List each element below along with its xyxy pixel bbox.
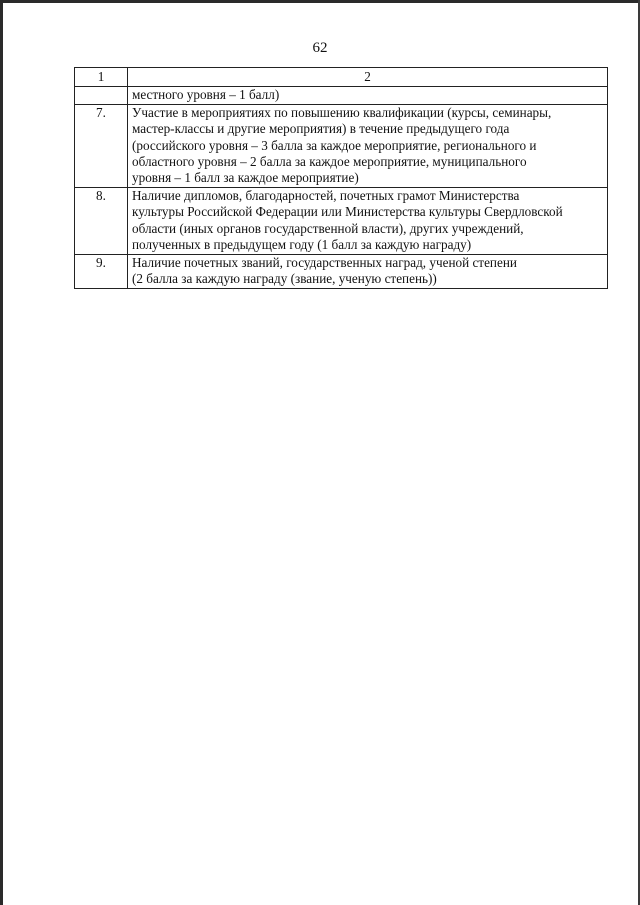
row-number: 7. [75, 105, 128, 188]
table-header-row [75, 68, 608, 87]
text-line: (российского уровня – 3 балла за каждое мероприятие, регионального и [132, 137, 537, 153]
table-row [75, 87, 608, 105]
text-line: Участие в мероприятиях по повышению квалификации (курсы, семинары, [132, 105, 552, 121]
text-line: областного уровня – 2 балла за каждое мероприятие, муниципального [132, 153, 527, 169]
row-text [128, 188, 608, 255]
row-text [128, 87, 608, 105]
row-number: 9. [75, 255, 128, 289]
text-line: области (иных органов государственной власти), других учреждений, [132, 220, 524, 236]
text-line: мастер-классы и другие мероприятия) в течение предыдущего года [132, 121, 510, 137]
row-text [128, 105, 608, 188]
text-line: (2 балла за каждую награду (звание, ученую степень)) [132, 271, 437, 287]
scan-edge-left [0, 0, 3, 905]
text-line: местного уровня – 1 балл) [132, 87, 280, 102]
text-line: культуры Российской Федерации или Министерства культуры Свердловской [132, 204, 563, 220]
column-header-2: 2 [128, 68, 608, 87]
column-header-1: 1 [75, 68, 128, 87]
table-row [75, 188, 608, 255]
text-line: Наличие почетных званий, государственных наград, ученой степени [132, 255, 517, 271]
row-number [75, 87, 128, 105]
page-number: 62 [312, 40, 328, 56]
text-line: уровня – 1 балл за каждое мероприятие) [132, 170, 359, 186]
row-text [128, 255, 608, 289]
text-line: полученных в предыдущем году (1 балл за каждую награду) [132, 236, 472, 252]
table-row [75, 255, 608, 289]
row-number: 8. [75, 188, 128, 255]
criteria-table [74, 67, 608, 289]
text-line: Наличие дипломов, благодарностей, почетных грамот Министерства [132, 188, 520, 204]
table-row [75, 105, 608, 188]
scan-edge-top [0, 0, 640, 3]
